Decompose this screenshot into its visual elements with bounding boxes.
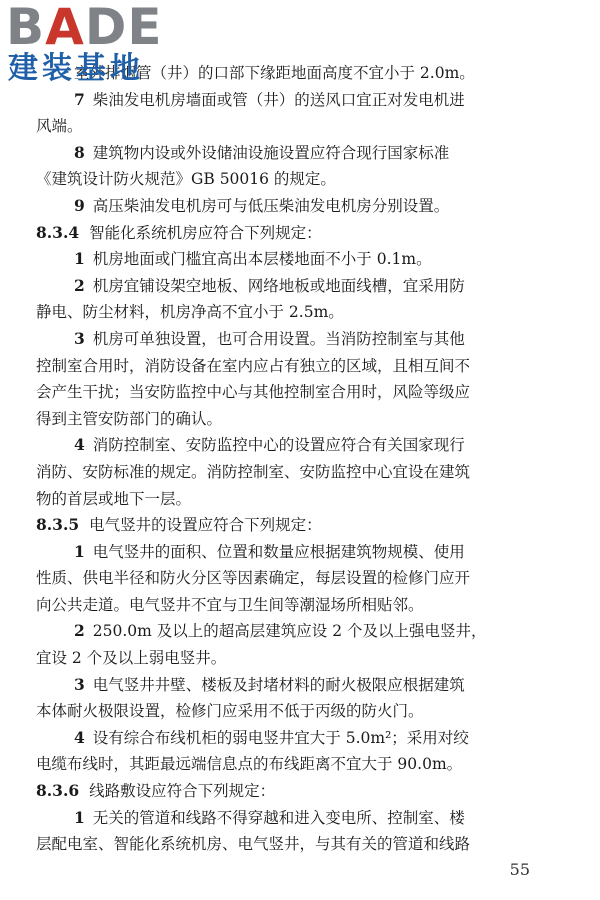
line-text: 性质、供电半径和防火分区等因素确定，每层设置的检修门应开 (36, 569, 471, 588)
item-number: 4 (74, 727, 85, 747)
text-line (36, 539, 570, 566)
section-heading-line (36, 220, 570, 247)
text-line (36, 831, 570, 858)
line-text: 《建筑设计防火规范》GB 50016 的规定。 (36, 170, 336, 189)
line-text: 消防控制室、安防监控中心的设置应符合有关国家现行 (92, 436, 465, 455)
text-line (36, 459, 570, 486)
watermark-brand-accent: A (45, 0, 85, 56)
text-line (36, 299, 570, 326)
watermark-subtitle: 建装基地 (8, 51, 144, 86)
section-heading-line (36, 778, 570, 805)
line-text: 消防、安防标准的规定。消防控制室、安防监控中心宜设在建筑 (36, 462, 471, 481)
text-line (36, 698, 570, 725)
watermark-brand-part: DE (84, 0, 163, 56)
line-text: 高压柴油发电机房可与低压柴油发电机房分别设置。 (92, 196, 450, 215)
line-text: 机房可单独设置，也可合用设置。当消防控制室与其他 (92, 329, 465, 348)
text-line (36, 379, 570, 406)
page-number: 55 (509, 860, 530, 879)
line-text: 室外排烟管（井）的口部下缘距地面高度不宜小于 2.0m。 (74, 64, 475, 82)
text-line (36, 432, 570, 459)
line-text: 控制室合用时，消防设备在室内应占有独立的区域，且相互间不 (36, 356, 471, 375)
text-line (36, 805, 570, 832)
line-text: 电气竖井的面积、位置和数量应根据建筑物规模、使用 (92, 542, 465, 561)
line-text: 静电、防尘材料，机房净高不宜小于 2.5m。 (36, 303, 344, 322)
text-line (36, 166, 570, 193)
text-line (36, 565, 570, 592)
line-text: 会产生干扰；当安防监控中心与其他控制室合用时，风险等级应 (36, 383, 471, 402)
section-number: 8.3.4 (36, 222, 80, 242)
section-heading-line (36, 512, 570, 539)
line-text: 宜设 2 个及以上弱电竖井。 (36, 649, 227, 668)
text-line (36, 406, 570, 433)
text-line (36, 672, 570, 699)
item-number: 4 (74, 435, 85, 455)
line-text: 智能化系统机房应符合下列规定： (89, 223, 322, 242)
item-number: 9 (74, 195, 85, 215)
page-body (36, 60, 570, 858)
line-text: 本体耐火极限设置，检修门应采用不低于丙级的防火门。 (36, 702, 424, 721)
text-line (36, 592, 570, 619)
line-text: 向公共走道。电气竖井不宜与卫生间等潮湿场所相贴邻。 (36, 595, 424, 614)
line-text: 250.0m 及以上的超高层建筑应设 2 个及以上强电竖井， (92, 622, 487, 641)
watermark-brand (6, 0, 178, 56)
item-number: 2 (74, 621, 85, 641)
text-line (36, 353, 570, 380)
watermark-brand-part: B (6, 0, 46, 56)
item-number: 8 (74, 142, 85, 162)
item-number: 1 (74, 541, 85, 561)
item-number: 3 (74, 328, 85, 348)
line-text: 电气竖井的设置应符合下列规定： (89, 516, 322, 535)
line-text: 线路敷设应符合下列规定： (89, 782, 276, 801)
text-line (36, 246, 570, 273)
text-line (36, 273, 570, 300)
text-line (36, 725, 570, 752)
text-line (36, 326, 570, 353)
text-line (36, 645, 570, 672)
section-number: 8.3.6 (36, 781, 80, 801)
section-number: 8.3.5 (36, 515, 80, 535)
line-text: 机房宜铺设架空地板、网络地板或地面线槽，宜采用防 (92, 276, 465, 295)
line-text: 电气竖井井壁、楼板及封堵材料的耐火极限应根据建筑 (92, 675, 465, 694)
line-text: 得到主管安防部门的确认。 (36, 409, 223, 428)
item-number: 1 (74, 807, 85, 827)
line-text: 柴油发电机房墙面或管（井）的送风口宜正对发电机进 (92, 90, 465, 109)
line-text: 层配电室、智能化系统机房、电气竖井，与其有关的管道和线路 (36, 835, 471, 854)
item-number: 3 (74, 674, 85, 694)
text-line (36, 618, 570, 645)
text-line (36, 87, 570, 114)
line-text: 无关的管道和线路不得穿越和进入变电所、控制室、楼 (92, 808, 465, 827)
text-line (36, 486, 570, 513)
text-line (36, 193, 570, 220)
line-text: 机房地面或门槛宜高出本层楼地面不小于 0.1m。 (92, 250, 432, 269)
line-text: 物的首层或地下一层。 (36, 489, 192, 508)
item-number: 2 (74, 275, 85, 295)
text-line (36, 140, 570, 167)
item-number: 1 (74, 249, 85, 269)
line-text: 电缆布线时，其距最远端信息点的布线距离不宜大于 90.0m。 (36, 755, 463, 774)
line-text: 设有综合布线机柜的弱电竖井宜大于 5.0m²；采用对绞 (92, 728, 469, 747)
text-line (36, 113, 570, 140)
watermark-logo (6, 2, 178, 88)
line-text: 风端。 (36, 117, 83, 136)
text-line (36, 751, 570, 778)
line-text: 建筑物内设或外设储油设施设置应符合现行国家标准 (92, 143, 450, 162)
item-number: 7 (74, 89, 85, 109)
